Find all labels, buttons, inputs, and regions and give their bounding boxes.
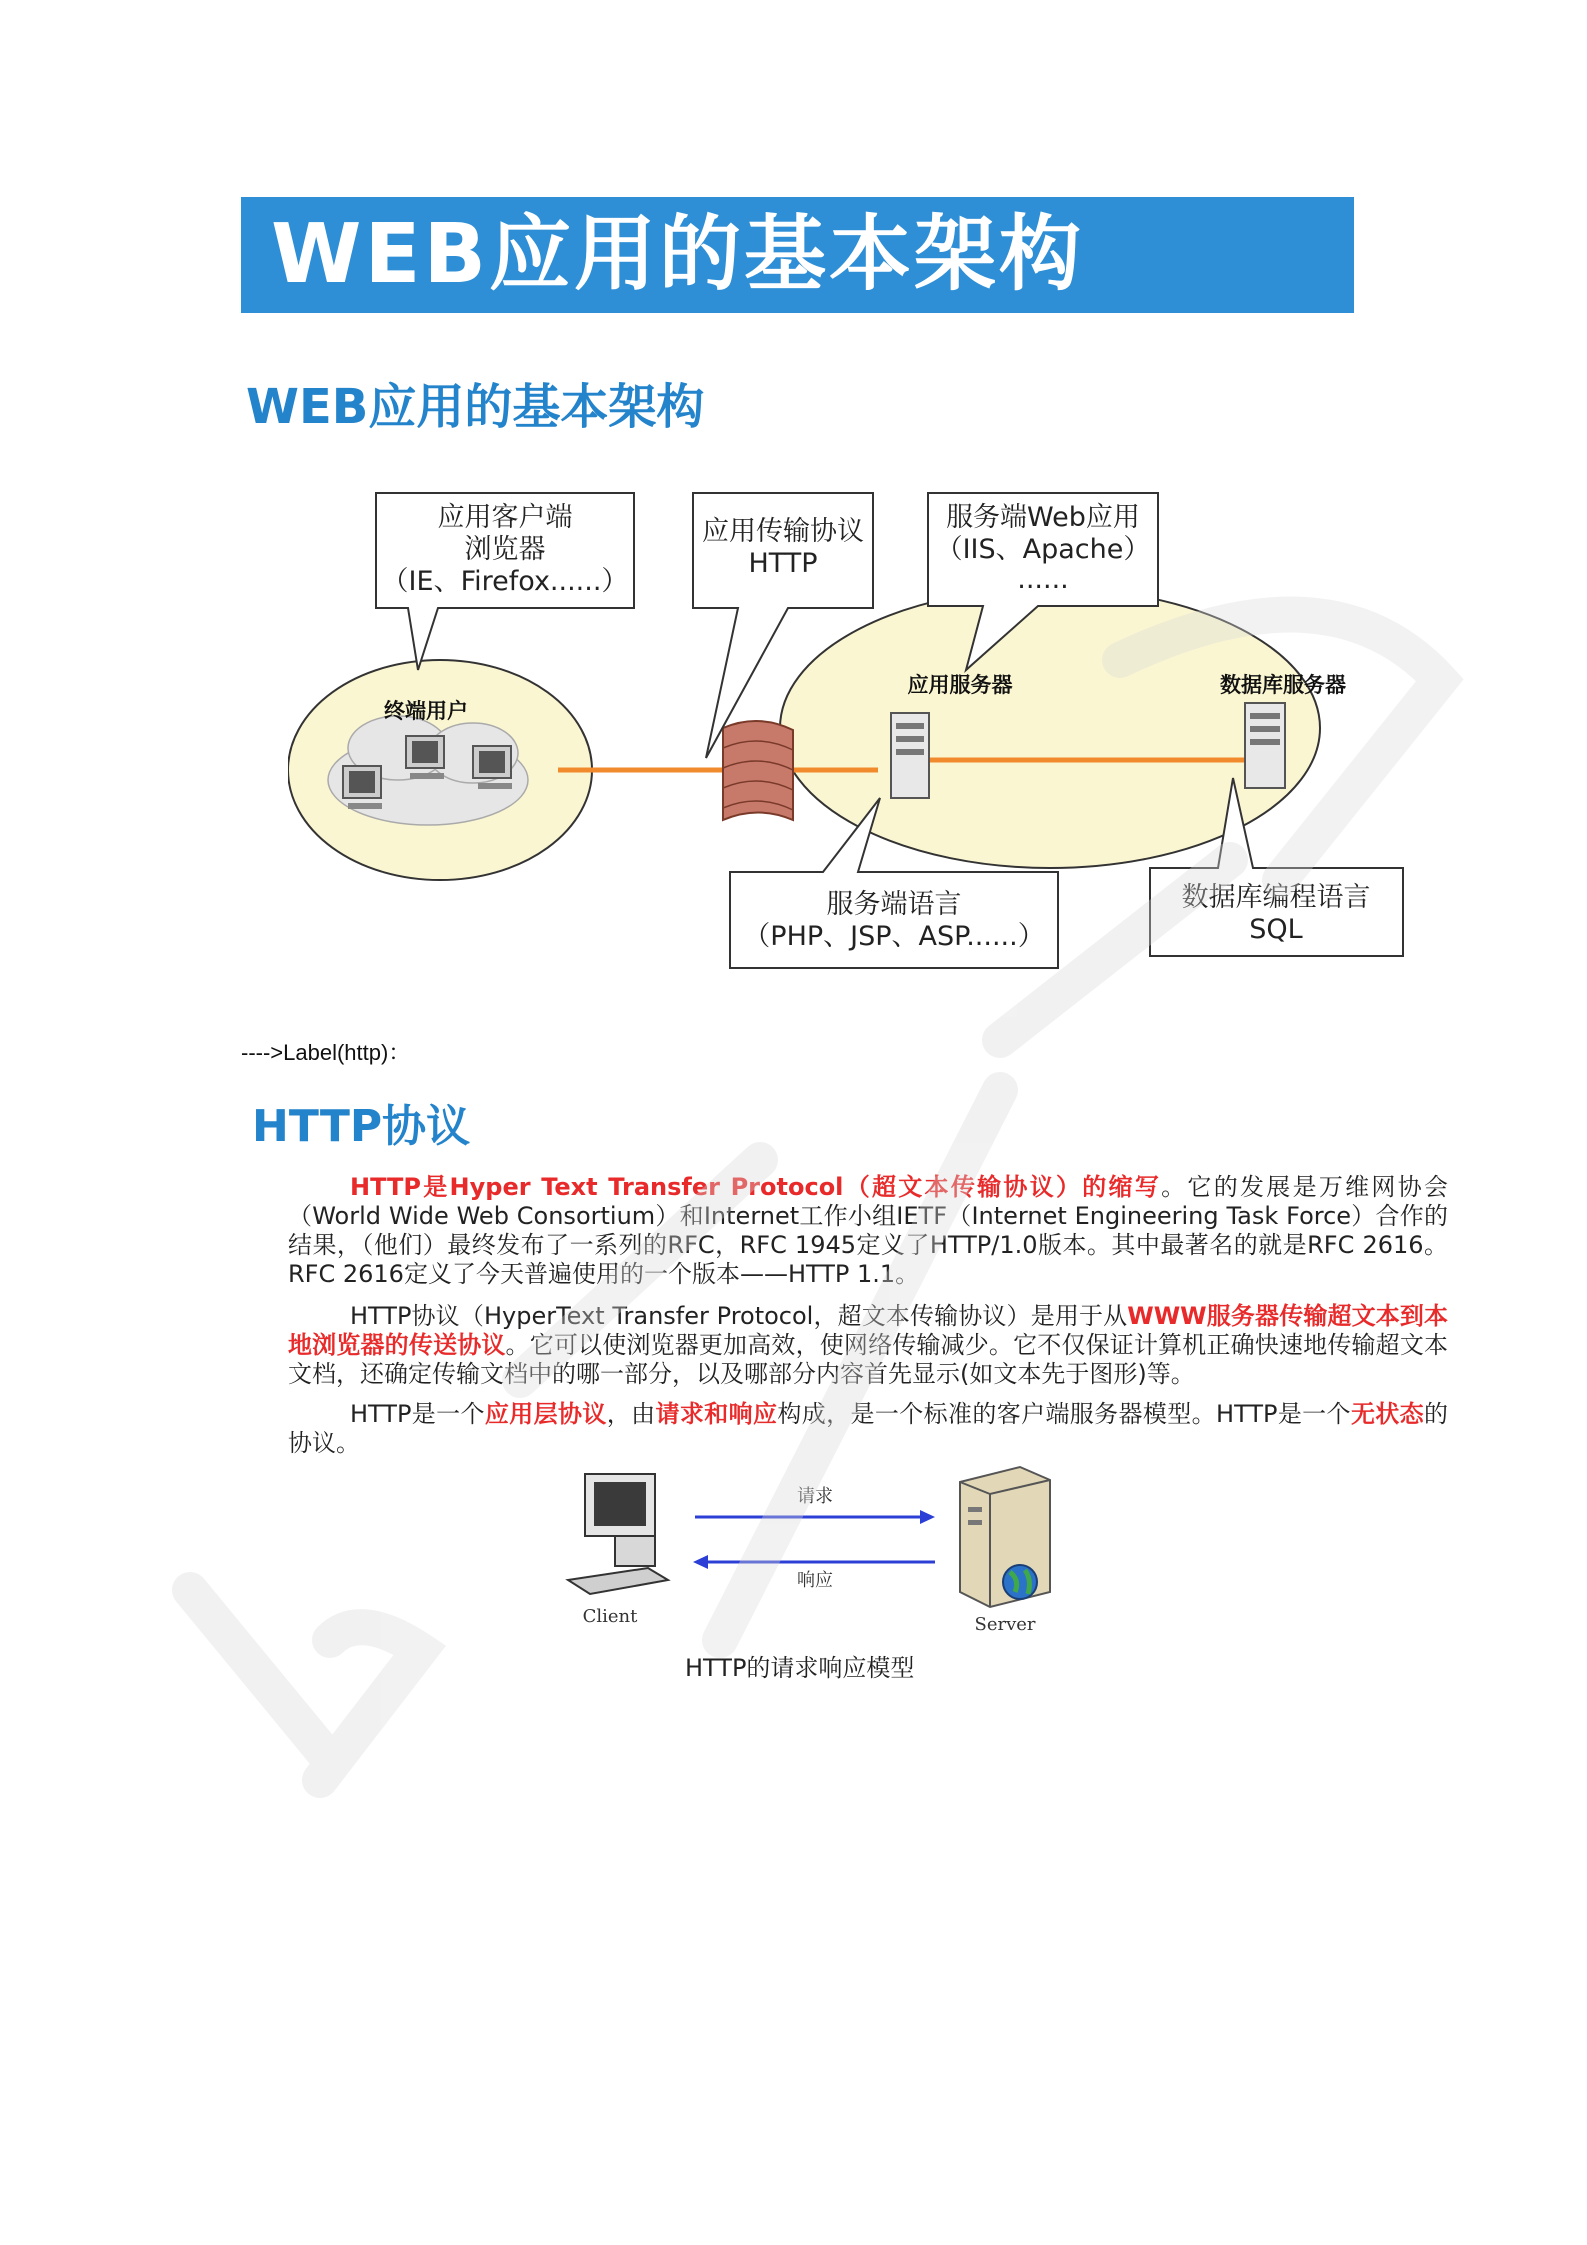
p1-emphasis: HTTP是Hyper Text Transfer Protocol（超文本传输协议）的缩写 [350, 1173, 1162, 1201]
p3-emphasis-2: 请求和响应 [655, 1400, 778, 1428]
http-paragraph-1 [288, 1173, 1448, 1289]
app-server-label: 应用服务器 [907, 673, 1013, 697]
firewall-icon [723, 721, 793, 820]
app-server-icon [891, 713, 929, 798]
p1-text: 。它的发展是万维网协会（World Wide Web Consortium）和Internet工作小组IETF（Internet Engineering Task Force）合作的结果，（他们）最终发布了一系列的RFC，RFC 1945定义了HTTP/1.0版本。其中最著名的就是RFC 2616。RFC 2616定义了今天普遍使用的一个版本——HTTP 1.1。 [288, 1173, 1449, 1288]
request-response-caption: HTTP的请求响应模型 [685, 1654, 915, 1682]
request-label: 请求 [797, 1486, 833, 1507]
callout-protocol-line2: HTTP [748, 548, 818, 579]
callout-server-app-line2: （IIS、Apache） [935, 534, 1151, 565]
request-response-diagram [520, 1462, 1080, 1642]
p2-emphasis: WWW服务器传输超文本到本地浏览器的传送协议 [288, 1302, 1448, 1359]
p3-emphasis-1: 应用层协议 [484, 1400, 607, 1428]
label-line: ---->Label(http)： [241, 1040, 411, 1065]
callout-client [376, 493, 634, 670]
callout-client-line3: （IE、Firefox......） [381, 566, 629, 597]
client-label: Client [582, 1606, 638, 1627]
http-paragraph-3 [288, 1400, 1448, 1458]
p3-b: ，由 [606, 1400, 656, 1428]
p3-emphasis-3: 无状态 [1350, 1400, 1425, 1428]
db-server-label: 数据库服务器 [1220, 673, 1346, 697]
callout-db-language-line1: 数据库编程语言 [1181, 882, 1371, 913]
banner-title: WEB应用的基本架构 [271, 207, 1084, 302]
p3-d: 的协议。 [288, 1400, 1449, 1457]
callout-server-app-line1: 服务端Web应用 [946, 502, 1140, 533]
users-cloud-icon [328, 716, 528, 825]
globe-icon [1003, 1565, 1037, 1599]
response-label: 响应 [797, 1570, 833, 1591]
architecture-title: WEB应用的基本架构 [246, 379, 705, 435]
p3-c: 构成，是一个标准的客户端服务器模型。HTTP是一个 [777, 1400, 1351, 1428]
callout-server-app-line3: ...... [1017, 564, 1069, 595]
callout-server-language-line1: 服务端语言 [826, 889, 962, 920]
http-paragraph-2 [288, 1302, 1448, 1389]
server-label: Server [974, 1614, 1036, 1635]
banner [241, 197, 1354, 313]
callout-db-language-line2: SQL [1249, 914, 1303, 945]
response-arrow [693, 1555, 935, 1569]
terminal-users-label: 终端用户 [384, 699, 468, 723]
http-title: HTTP协议 [252, 1101, 471, 1152]
p3-a: HTTP是一个 [350, 1400, 485, 1428]
architecture-diagram [288, 448, 1468, 978]
p2-text: 。它可以使浏览器更加高效，使网络传输减少。它不仅保证计算机正确快速地传输超文本文档，还确定传输文档中的哪一部分，以及哪部分内容首先显示(如文本先于图形)等。 [288, 1331, 1448, 1388]
callout-client-line1: 应用客户端 [437, 502, 573, 533]
callout-client-line2: 浏览器 [464, 534, 546, 565]
db-server-icon [1245, 703, 1285, 788]
callout-server-language-line2: （PHP、JSP、ASP......） [743, 921, 1045, 952]
p2-pre: HTTP协议（HyperText Transfer Protocol，超文本传输协议）是用于从 [350, 1302, 1128, 1330]
callout-protocol-line1: 应用传输协议 [702, 516, 864, 547]
client-computer-icon [568, 1474, 668, 1594]
request-arrow [695, 1510, 935, 1524]
